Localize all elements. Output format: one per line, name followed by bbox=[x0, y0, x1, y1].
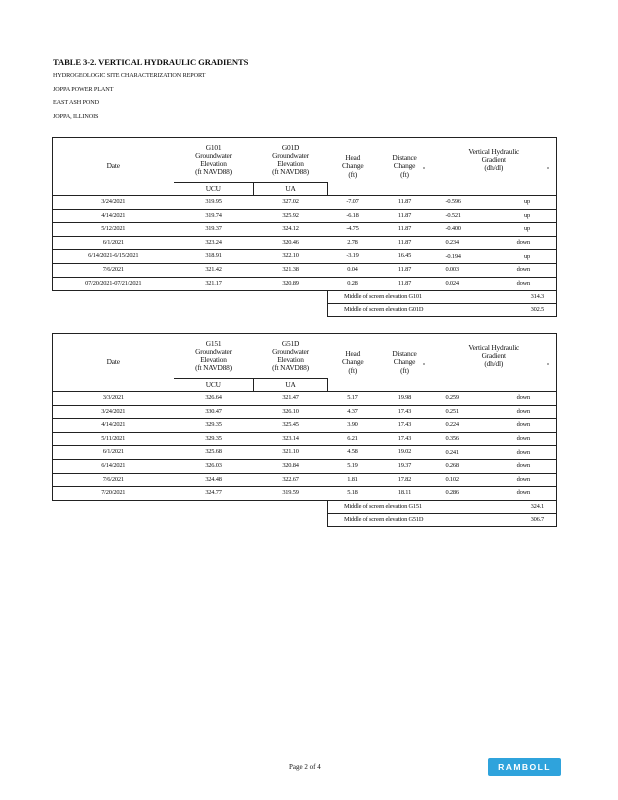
gradient-header: Vertical Hydraulic Gradient (dh/dl) bbox=[432, 138, 557, 196]
page-title: TABLE 3-2. VERTICAL HYDRAULIC GRADIENTS bbox=[53, 57, 249, 67]
gradient-cell bbox=[432, 405, 557, 419]
well2-elevation-cell: 325.92 bbox=[254, 209, 328, 223]
well2-elevation-cell: 322.10 bbox=[254, 250, 328, 264]
well1-elevation-cell: 324.48 bbox=[174, 473, 254, 487]
gradient-table-1 bbox=[52, 137, 557, 317]
gradient-cell bbox=[432, 473, 557, 487]
gradient-direction: up bbox=[524, 225, 530, 233]
well2-elevation-cell: 327.02 bbox=[254, 196, 328, 210]
gradient-cell bbox=[432, 277, 557, 291]
plant-name: JOPPA POWER PLANT bbox=[53, 86, 114, 93]
gradient-value: 0.259 bbox=[445, 394, 459, 402]
distance-change-header: Distance Change (ft) bbox=[378, 138, 432, 196]
gradient-direction: down bbox=[516, 489, 530, 497]
gradient-value: 0.241 bbox=[445, 448, 459, 456]
gradient-cell bbox=[432, 209, 557, 223]
table-row bbox=[53, 405, 557, 419]
distance-change-cell: 16.45 bbox=[378, 250, 432, 264]
head-change-cell: 0.04 bbox=[328, 263, 378, 277]
date-cell: 7/6/2021 bbox=[53, 263, 174, 277]
date-cell: 6/14/2021 bbox=[53, 459, 174, 473]
distance-change-header: Distance Change (ft) bbox=[378, 334, 432, 392]
note-value: 302.5 bbox=[432, 304, 557, 317]
well1-elevation-cell: 326.03 bbox=[174, 459, 254, 473]
gradient-header: Vertical Hydraulic Gradient (dh/dl) bbox=[432, 334, 557, 392]
distance-change-cell: 17.82 bbox=[378, 473, 432, 487]
well2-header: G01D Groundwater Elevation (ft NAVD88) bbox=[254, 138, 328, 183]
head-change-cell: 5.17 bbox=[328, 392, 378, 406]
gradient-table-2 bbox=[52, 333, 557, 527]
ramboll-logo: RAMBOLL bbox=[488, 758, 561, 776]
head-change-cell: -6.18 bbox=[328, 209, 378, 223]
date-cell: 5/11/2021 bbox=[53, 432, 174, 446]
distance-change-cell: 11.87 bbox=[378, 223, 432, 237]
site-name: EAST ASH POND bbox=[53, 99, 100, 106]
head-change-cell: -7.07 bbox=[328, 196, 378, 210]
report-name: HYDROGEOLOGIC SITE CHARACTERIZATION REPORT bbox=[53, 72, 206, 79]
distance-change-cell: 17.43 bbox=[378, 432, 432, 446]
note-label: Middle of screen elevation G01D bbox=[328, 304, 432, 317]
table-row bbox=[53, 392, 557, 406]
head-change-cell: -3.19 bbox=[328, 250, 378, 264]
gradient-value: 0.003 bbox=[445, 266, 459, 274]
page-number: Page 2 of 4 bbox=[289, 763, 321, 771]
gradient-value: 0.286 bbox=[445, 489, 459, 497]
well2-elevation-cell: 321.47 bbox=[254, 392, 328, 406]
date-cell: 7/20/2021 bbox=[53, 487, 174, 501]
well1-elevation-cell: 329.35 bbox=[174, 432, 254, 446]
gradient-value: 0.102 bbox=[445, 475, 459, 483]
well1-header: G151 Groundwater Elevation (ft NAVD88) bbox=[174, 334, 254, 379]
gradient-direction: down bbox=[516, 407, 530, 415]
table-row bbox=[53, 223, 557, 237]
date-cell: 5/12/2021 bbox=[53, 223, 174, 237]
well2-elevation-cell: 320.84 bbox=[254, 459, 328, 473]
well1-elevation-cell: 321.17 bbox=[174, 277, 254, 291]
gradient-cell bbox=[432, 459, 557, 473]
gradient-cell bbox=[432, 263, 557, 277]
gradient-cell bbox=[432, 250, 557, 264]
head-change-cell: 5.19 bbox=[328, 459, 378, 473]
gradient-value: -0.400 bbox=[445, 225, 461, 233]
note-label: Middle of screen elevation G151 bbox=[328, 500, 432, 513]
gradient-value: 0.356 bbox=[445, 434, 459, 442]
gradient-direction: up bbox=[524, 198, 530, 206]
location-name: JOPPA, ILLINOIS bbox=[53, 113, 99, 120]
well2-unit: UA bbox=[254, 379, 328, 392]
distance-change-cell: 17.43 bbox=[378, 405, 432, 419]
distance-change-cell: 11.87 bbox=[378, 196, 432, 210]
gradient-direction: down bbox=[516, 475, 530, 483]
gradient-value: -0.596 bbox=[445, 198, 461, 206]
well1-unit: UCU bbox=[174, 183, 254, 196]
date-cell: 3/3/2021 bbox=[53, 392, 174, 406]
table-row bbox=[53, 446, 557, 460]
gradient-value: -0.521 bbox=[445, 211, 461, 219]
gradient-value: 0.268 bbox=[445, 462, 459, 470]
table-row bbox=[53, 473, 557, 487]
distance-change-cell: 11.87 bbox=[378, 209, 432, 223]
distance-change-cell: 11.87 bbox=[378, 236, 432, 250]
date-cell: 3/24/2021 bbox=[53, 196, 174, 210]
distance-change-cell: 11.87 bbox=[378, 263, 432, 277]
gradient-direction: down bbox=[516, 462, 530, 470]
table-row bbox=[53, 419, 557, 433]
well1-elevation-cell: 321.42 bbox=[174, 263, 254, 277]
well1-elevation-cell: 329.35 bbox=[174, 419, 254, 433]
head-change-cell: 0.28 bbox=[328, 277, 378, 291]
well1-elevation-cell: 319.95 bbox=[174, 196, 254, 210]
note-label: Middle of screen elevation G51D bbox=[328, 513, 432, 526]
distance-change-cell: 17.43 bbox=[378, 419, 432, 433]
note-value: 314.3 bbox=[432, 291, 557, 304]
well2-unit: UA bbox=[254, 183, 328, 196]
well1-elevation-cell: 319.37 bbox=[174, 223, 254, 237]
date-cell: 7/6/2021 bbox=[53, 473, 174, 487]
well2-elevation-cell: 321.38 bbox=[254, 263, 328, 277]
head-change-cell: -4.75 bbox=[328, 223, 378, 237]
date-header: Date bbox=[53, 334, 174, 392]
table-row bbox=[53, 432, 557, 446]
gradient-cell bbox=[432, 196, 557, 210]
well1-elevation-cell: 323.24 bbox=[174, 236, 254, 250]
table-row bbox=[53, 487, 557, 501]
head-change-header: Head Change (ft) bbox=[328, 334, 378, 392]
well2-elevation-cell: 323.14 bbox=[254, 432, 328, 446]
distance-change-cell: 18.11 bbox=[378, 487, 432, 501]
well2-elevation-cell: 324.12 bbox=[254, 223, 328, 237]
well2-elevation-cell: 322.67 bbox=[254, 473, 328, 487]
gradient-cell bbox=[432, 392, 557, 406]
date-cell: 07/20/2021-07/21/2021 bbox=[53, 277, 174, 291]
gradient-direction: down bbox=[516, 238, 530, 246]
gradient-direction: down bbox=[516, 394, 530, 402]
well2-elevation-cell: 320.89 bbox=[254, 277, 328, 291]
well2-elevation-cell: 321.10 bbox=[254, 446, 328, 460]
table-row bbox=[53, 209, 557, 223]
well1-elevation-cell: 326.64 bbox=[174, 392, 254, 406]
table-row bbox=[53, 277, 557, 291]
head-change-cell: 3.90 bbox=[328, 419, 378, 433]
date-cell: 4/14/2021 bbox=[53, 419, 174, 433]
distance-change-cell: 19.37 bbox=[378, 459, 432, 473]
gradient-cell bbox=[432, 236, 557, 250]
head-change-cell: 1.81 bbox=[328, 473, 378, 487]
well2-elevation-cell: 326.10 bbox=[254, 405, 328, 419]
gradient-direction: down bbox=[516, 434, 530, 442]
gradient-value: 0.234 bbox=[445, 238, 459, 246]
gradient-direction: up bbox=[524, 252, 530, 260]
well1-elevation-cell: 325.68 bbox=[174, 446, 254, 460]
table-row bbox=[53, 236, 557, 250]
table-row bbox=[53, 263, 557, 277]
gradient-value: -0.194 bbox=[445, 252, 461, 260]
head-change-header: Head Change (ft) bbox=[328, 138, 378, 196]
well2-elevation-cell: 325.45 bbox=[254, 419, 328, 433]
well2-elevation-cell: 319.59 bbox=[254, 487, 328, 501]
note-label: Middle of screen elevation G101 bbox=[328, 291, 432, 304]
gradient-direction: down bbox=[516, 421, 530, 429]
head-change-cell: 4.58 bbox=[328, 446, 378, 460]
head-change-cell: 2.78 bbox=[328, 236, 378, 250]
table-row bbox=[53, 250, 557, 264]
date-cell: 6/14/2021-6/15/2021 bbox=[53, 250, 174, 264]
gradient-direction: down bbox=[516, 448, 530, 456]
gradient-value: 0.024 bbox=[445, 279, 459, 287]
well1-elevation-cell: 319.74 bbox=[174, 209, 254, 223]
distance-change-cell: 19.02 bbox=[378, 446, 432, 460]
head-change-cell: 6.21 bbox=[328, 432, 378, 446]
distance-change-cell: 11.87 bbox=[378, 277, 432, 291]
well1-elevation-cell: 330.47 bbox=[174, 405, 254, 419]
well1-elevation-cell: 324.77 bbox=[174, 487, 254, 501]
gradient-direction: down bbox=[516, 266, 530, 274]
head-change-cell: 4.37 bbox=[328, 405, 378, 419]
date-cell: 6/1/2021 bbox=[53, 446, 174, 460]
gradient-cell bbox=[432, 419, 557, 433]
gradient-cell bbox=[432, 223, 557, 237]
date-cell: 4/14/2021 bbox=[53, 209, 174, 223]
gradient-value: 0.224 bbox=[445, 421, 459, 429]
gradient-direction: up bbox=[524, 211, 530, 219]
well2-elevation-cell: 320.46 bbox=[254, 236, 328, 250]
gradient-cell bbox=[432, 432, 557, 446]
table-row bbox=[53, 459, 557, 473]
note-value: 306.7 bbox=[432, 513, 557, 526]
table-row bbox=[53, 196, 557, 210]
well2-header: G51D Groundwater Elevation (ft NAVD88) bbox=[254, 334, 328, 379]
well1-header: G101 Groundwater Elevation (ft NAVD88) bbox=[174, 138, 254, 183]
well1-unit: UCU bbox=[174, 379, 254, 392]
head-change-cell: 5.18 bbox=[328, 487, 378, 501]
date-cell: 6/1/2021 bbox=[53, 236, 174, 250]
gradient-cell bbox=[432, 487, 557, 501]
distance-change-cell: 19.98 bbox=[378, 392, 432, 406]
gradient-cell bbox=[432, 446, 557, 460]
note-value: 324.1 bbox=[432, 500, 557, 513]
well1-elevation-cell: 318.91 bbox=[174, 250, 254, 264]
date-cell: 3/24/2021 bbox=[53, 405, 174, 419]
gradient-direction: down bbox=[516, 279, 530, 287]
date-header: Date bbox=[53, 138, 174, 196]
gradient-value: 0.251 bbox=[445, 407, 459, 415]
